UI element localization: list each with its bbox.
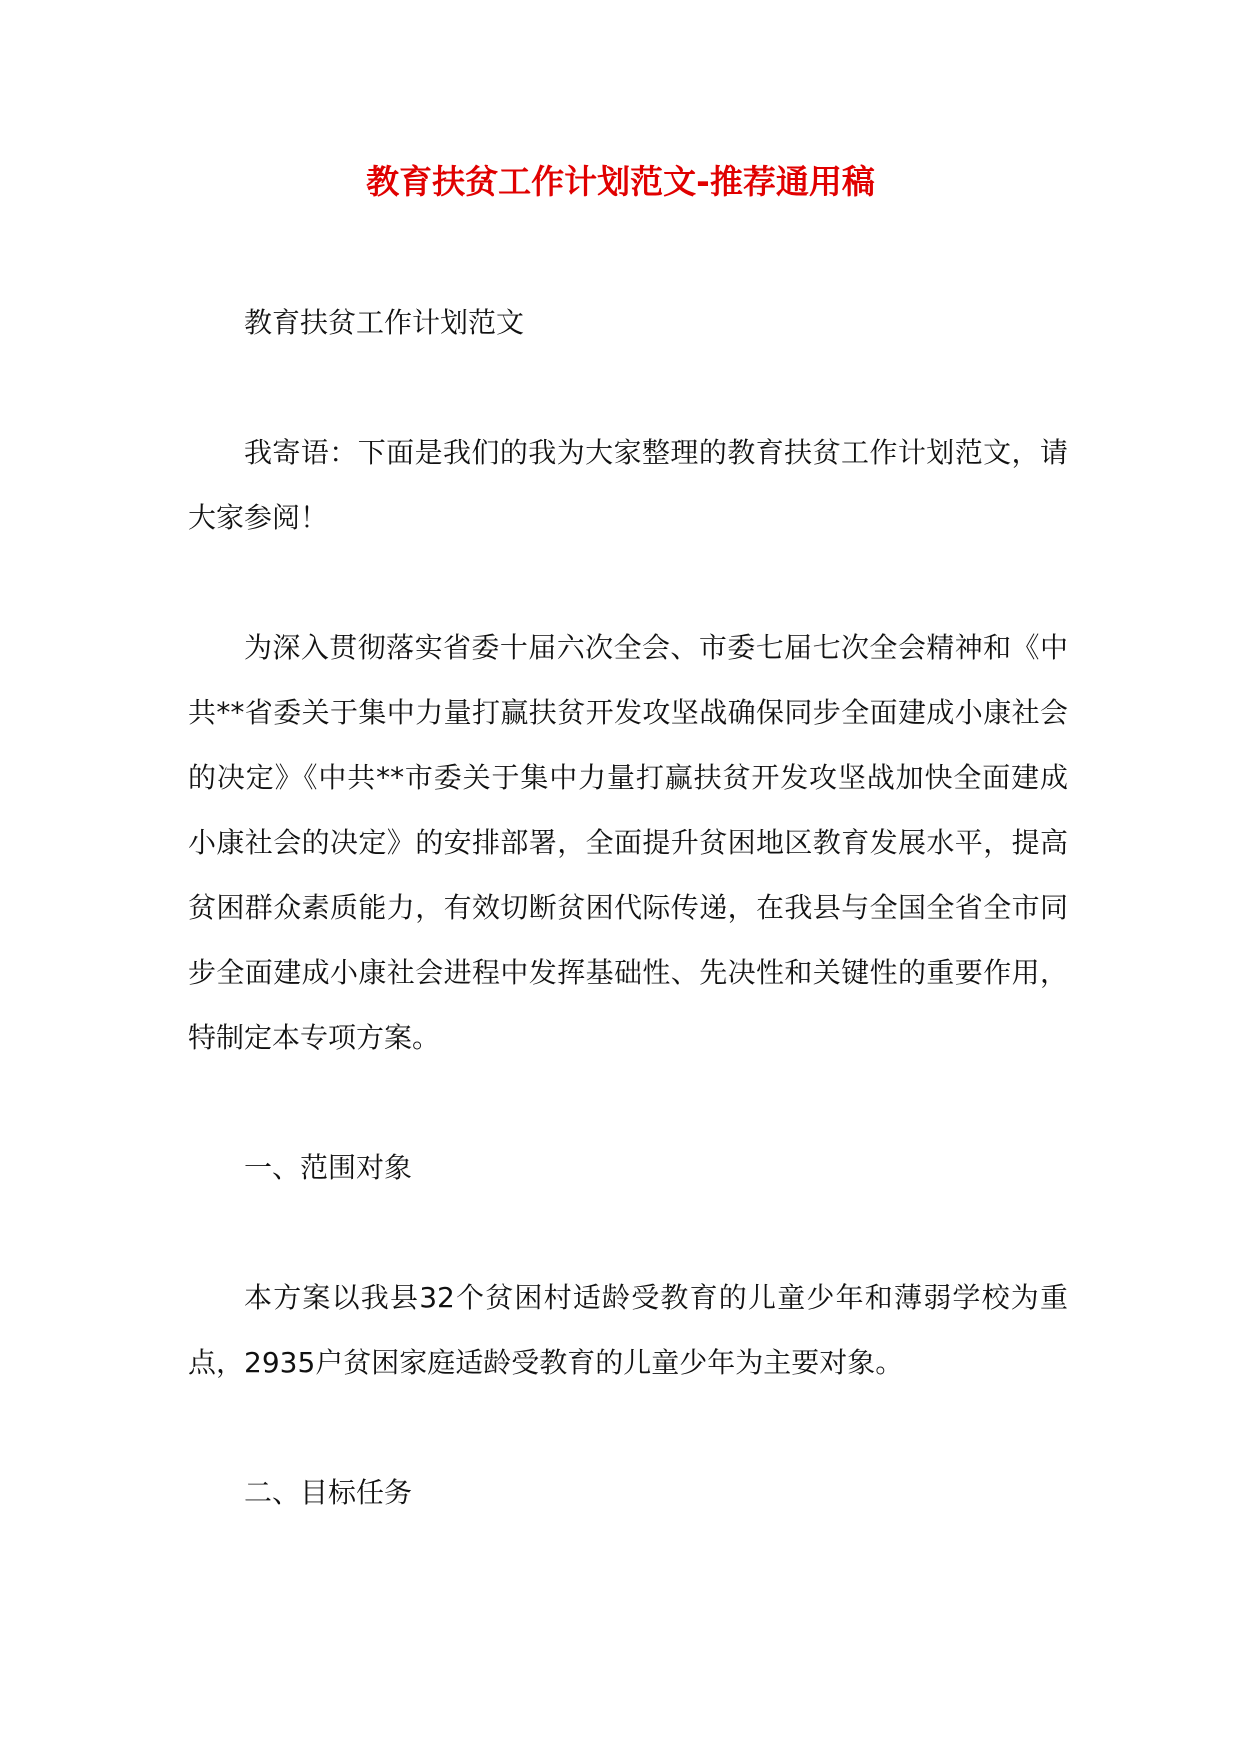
section-heading-goals: 二、目标任务 [244,1476,413,1509]
document-title: 教育扶贫工作计划范文-推荐通用稿 [366,162,875,201]
paragraph-scope: 本方案以我县32个贫困村适龄受教育的儿童少年和薄弱学校为重点，2935户贫困家庭适龄受教育的儿童少年为主要对象。 [188,1281,1068,1379]
document-body [188,290,1068,1590]
paragraph-subtitle: 教育扶贫工作计划范文 [244,306,525,339]
paragraph-intro: 为深入贯彻落实省委十届六次全会、市委七届七次全会精神和《中共**省委关于集中力量打赢扶贫开发攻坚战确保同步全面建成小康社会的决定》《中共**市委关于集中力量打赢扶贫开发攻坚战加快全面建成小康社会的决定》的安排部署，全面提升贫困地区教育发展水平，提高贫困群众素质能力，有效切断贫困代际传递，在我县与全国全省全市同步全面建成小康社会进程中发挥基础性、先决性和关键性的重要作用，特制定本专项方案。 [188,631,1068,1054]
paragraph-preface: 我寄语：下面是我们的我为大家整理的教育扶贫工作计划范文，请大家参阅！ [188,436,1068,534]
section-heading-scope: 一、范围对象 [244,1151,413,1184]
